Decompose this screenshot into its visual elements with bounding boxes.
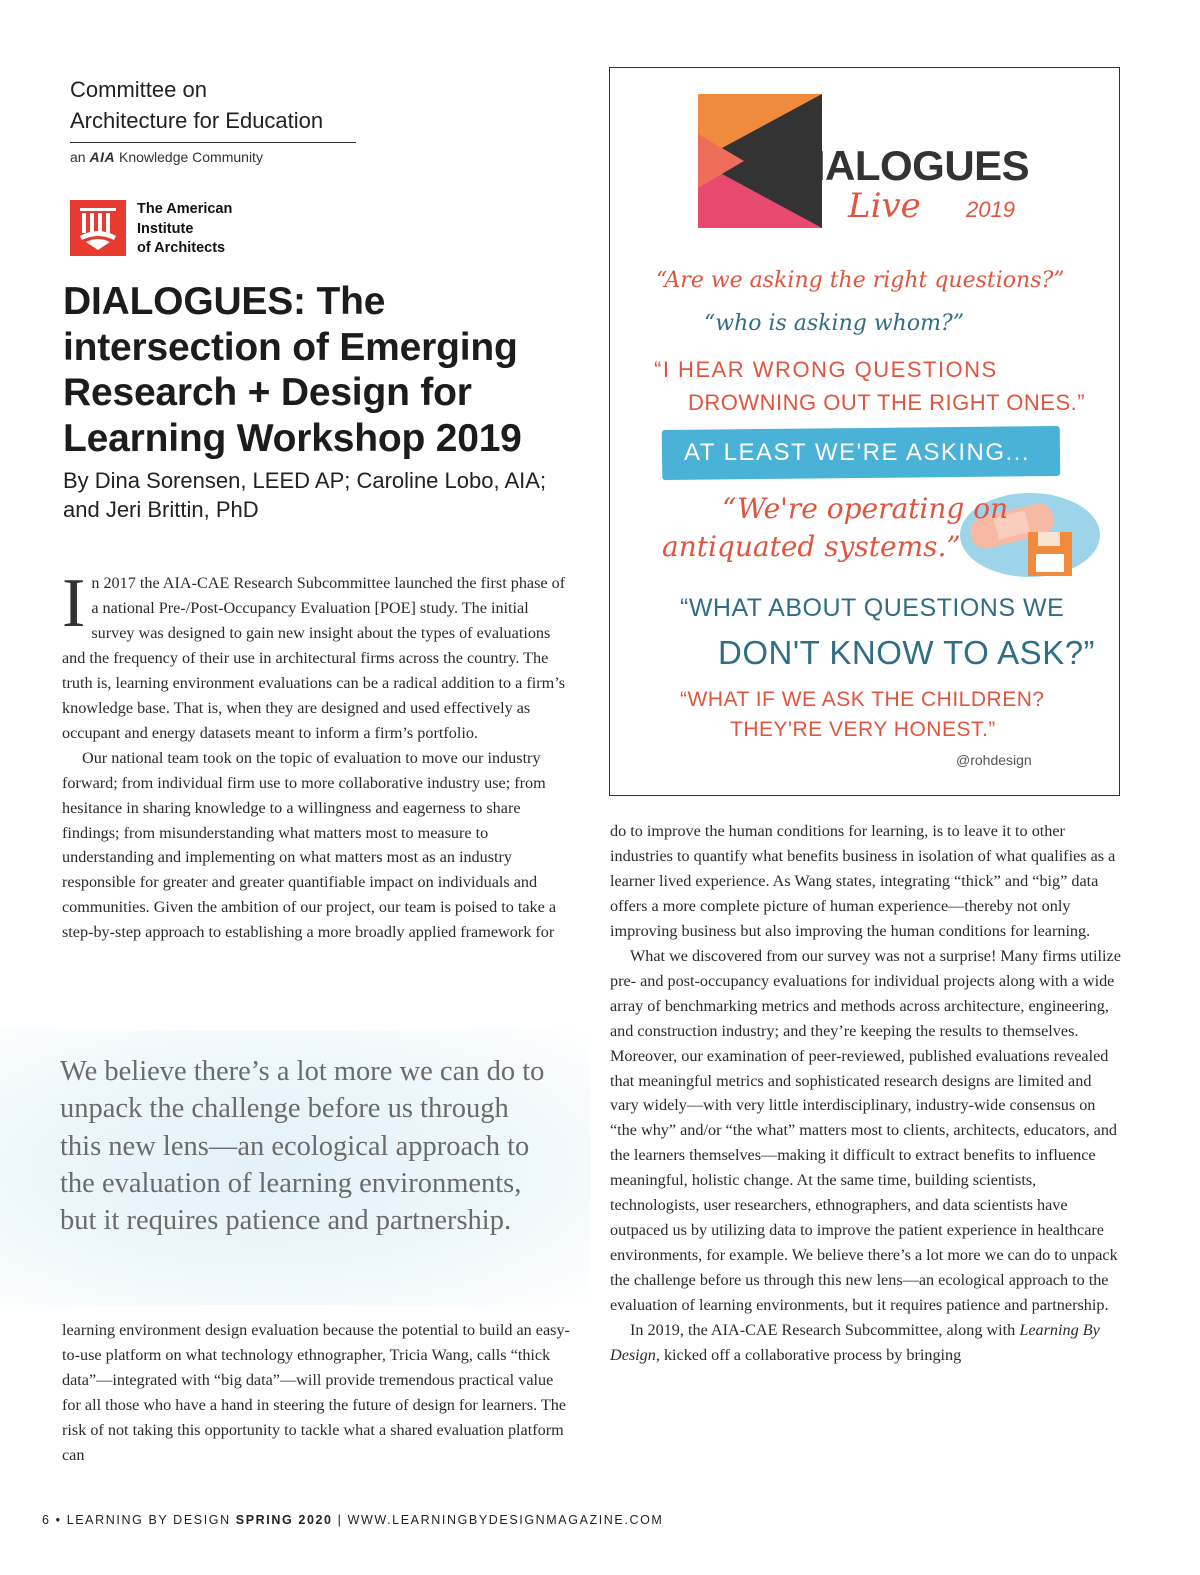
right-column <box>610 819 1122 1368</box>
paragraph-5-end: , kicked off a collaborative process by bringing <box>655 1346 962 1365</box>
aia-name-line-1: The American <box>137 201 233 217</box>
magazine-url[interactable]: WWW.LEARNINGBYDESIGNMAGAZINE.COM <box>347 1513 664 1527</box>
dialogues-poster <box>609 67 1120 796</box>
issue-label: SPRING 2020 <box>235 1513 333 1527</box>
committee-line-1: Committee on <box>70 77 207 102</box>
tagline-prefix: an <box>70 149 86 165</box>
paragraph-5 <box>610 1318 1122 1368</box>
poster-quote-5a: “WHAT ABOUT QUESTIONS WE <box>680 594 1065 622</box>
knowledge-community-tagline <box>70 149 263 165</box>
committee-title <box>70 74 360 136</box>
poster-quote-1: “Are we asking the right questions?” <box>656 268 1065 293</box>
aia-name-line-2: Institute <box>137 220 194 237</box>
paragraph-5-start: In 2019, the AIA-CAE Research Subcommittee, along with <box>630 1321 1016 1340</box>
poster-quote-6a: “WHAT IF WE ASK THE CHILDREN? <box>680 688 1045 711</box>
page-number: 6 <box>42 1513 51 1527</box>
article-title: DIALOGUES: The intersection of Emerging Research + Design for Learning Workshop 2019 <box>63 280 522 460</box>
drop-cap: I <box>62 565 86 642</box>
poster-logo-year: 2019 <box>966 197 1015 222</box>
article-byline: By Dina Sorensen, LEED AP; Caroline Lobo, AIA; and Jeri Brittin, PhD <box>63 468 547 522</box>
poster-credit: @rohdesign <box>956 752 1032 768</box>
poster-quote-4a: “We're operating on <box>722 492 1009 525</box>
magazine-name: LEARNING BY DESIGN <box>66 1513 231 1527</box>
tagline-suffix: Knowledge Community <box>118 149 263 165</box>
poster-logo-live: Live <box>848 186 921 226</box>
poster-logo-word: DIALOGUES <box>784 142 1030 189</box>
aia-name <box>137 200 232 259</box>
paragraph-1-text: n 2017 the AIA-CAE Research Subcommittee launched the first phase of a national Pre-/Post-Occupancy Evaluation [POE] study. The initial survey was designed to gain new insight about the types of evaluations and the frequency of their use in architectural firms across the country. The truth is, learning environment evaluations can be a radical addition to a firm’s knowledge base. That is, when they are designed and used effectively as occupant and energy datasets meant to inform a firm’s portfolio. <box>62 574 566 742</box>
aia-logo-icon <box>70 200 126 256</box>
poster-band-text: AT LEAST WE'RE ASKING... <box>684 439 1031 466</box>
pull-quote: We believe there’s a lot more we can do to unpack the challenge before us through this new lens—an ecological approach to the evaluation of learning environments, but it requires patience and partnership. <box>60 1056 545 1237</box>
paragraph-2: Our national team took on the topic of evaluation to move our industry forward; from individual firm use to more collaborative industry use; from hesitance in sharing knowledge to a willingness and eagerness to share findings; from misunderstanding what matters most to measure to understanding and implementing on what matters most as an industry responsible for greater and greater quantifiable impact on individuals and communities. Given the ambition of our project, our team is poised to take a step-by-step approach to establishing a more broadly applied framework for <box>62 748 557 942</box>
paragraph-3: do to improve the human conditions for learning, is to leave it to other industries to quantify what benefits business in isolation of what qualifies as a learner lived experience. As Wang states, integrating “thick” and “big” data offers a more complete picture of human experience—thereby not only improving business but also improving the human conditions for learning. <box>610 822 1116 940</box>
poster-quote-5b: DON'T KNOW TO ASK?” <box>718 634 1096 671</box>
aia-name-line-3: of Architects <box>137 240 226 256</box>
committee-line-2: Architecture for Education <box>70 108 324 133</box>
magazine-name-italic: Learning By Design <box>610 1321 1100 1365</box>
paragraph-4: What we discovered from our survey was not a surprise! Many firms utilize pre- and post-occupancy evaluations for individual projects along with a wide array of benchmarking metrics and methods across architecture, engineering, and construction industry; and they’re keeping the results to themselves. Moreover, our examination of peer-reviewed, published evaluations revealed that meaningful metrics and sophisticated research designs are limited and vary widely—with very little interdisciplinary, industry-wide consensus on “the why” and/or “the what” matters most to clients, architects, educators, and the learners themselves—making it difficult to extract benefits to influence meaningful, holistic change. At the same time, building scientists, technologists, user researchers, ethnographers, and data scientists have outpaced us by utilizing data to improve the patient experience in healthcare environments, for example. We believe there’s a lot more we can do to unpack the challenge before us through this new lens—an ecological approach to the evaluation of learning environments, but it requires patience and partnership. <box>610 946 1121 1315</box>
left-column-bottom <box>62 1318 574 1468</box>
aia-brand-text: AIA <box>89 149 116 165</box>
paragraph-2-continued: learning environment design evaluation because the potential to build an easy-to-use platform on what technology ethnographer, Tricia Wang, calls “thick data”—integrated with “big data”—will provide tremendous practical value for all those who have a hand in steering the future of design for learners. The risk of not taking this opportunity to tackle what a shared evaluation platform can <box>62 1321 570 1464</box>
paragraph-1 <box>62 565 574 746</box>
committee-divider <box>70 142 356 143</box>
poster-quote-2: “who is asking whom?” <box>704 311 964 336</box>
poster-quote-6b: THEY'RE VERY HONEST.” <box>730 718 996 741</box>
poster-quote-4b: antiquated systems.” <box>662 530 961 563</box>
left-column-top <box>62 565 574 945</box>
poster-quote-3a: “I HEAR WRONG QUESTIONS <box>654 357 998 382</box>
poster-quote-3b: DROWNING OUT THE RIGHT ONES.” <box>688 390 1086 415</box>
page-footer: 6 • LEARNING BY DESIGN SPRING 2020 | WWW.LEARNINGBYDESIGNMAGAZINE.COM <box>42 1513 664 1527</box>
